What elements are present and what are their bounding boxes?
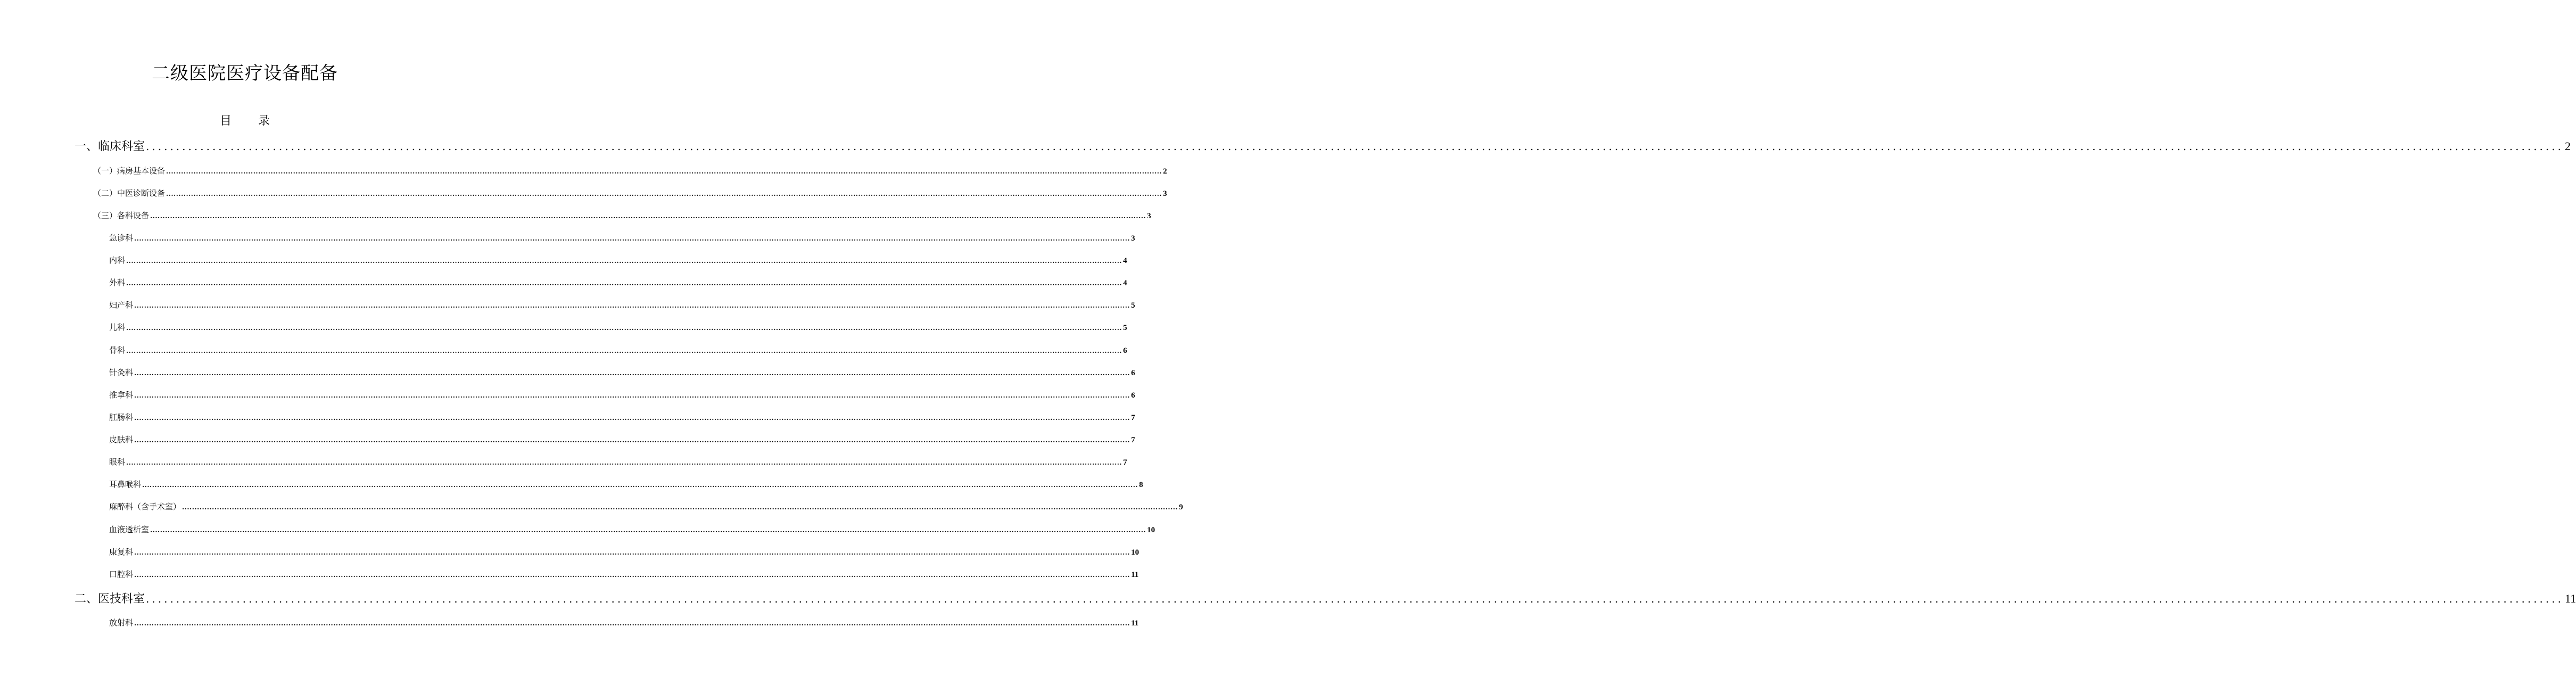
toc-entry-page: 11 [1131,571,1139,579]
toc-entry-label: 血液透析室 [109,525,150,534]
toc-entry[interactable] [75,137,2571,154]
toc-entry-label: 口腔科 [109,570,134,579]
toc-entry[interactable] [109,524,1155,535]
toc-entry-page: 4 [1123,257,1127,265]
toc-leader: ................................................................................................................................................................................................................................................................................................................................................................................................................ [166,168,1162,175]
toc-leader: ................................................................................................................................................................................................................................................................................................................................................................................................................ [126,347,1122,354]
toc-entry[interactable] [75,590,2576,606]
toc-entry-page: 6 [1131,391,1135,400]
toc-entry-label: 肛肠科 [109,412,134,422]
toc-entry-page: 3 [1147,212,1151,220]
toc-leader: ................................................................................................................................................................................................................................................................................................................................................................................................................ [166,190,1162,197]
toc-leader: ................................................................................................................................................................................................................................................................................................................................................................................................................ [146,592,2564,605]
toc-entry[interactable] [109,617,1139,628]
toc-leader: ................................................................................................................................................................................................................................................................................................................................................................................................................ [150,526,1146,534]
toc-entry-label: 急诊科 [109,233,134,243]
toc-entry-label: 麻醉科（含手术室） [109,502,181,512]
toc-entry-page: 10 [1131,548,1140,557]
toc-leader: ................................................................................................................................................................................................................................................................................................................................................................................................................ [150,212,1146,220]
toc-entry[interactable] [93,187,1167,199]
toc-entry-label: 内科 [109,255,126,265]
toc-leader: ................................................................................................................................................................................................................................................................................................................................................................................................................ [182,504,1178,511]
toc-entry-page: 9 [1179,503,1183,512]
toc-entry-page: 5 [1131,301,1135,310]
toc-heading [0,112,490,128]
toc-leader: ................................................................................................................................................................................................................................................................................................................................................................................................................ [126,459,1122,466]
toc-entry-label: （二）中医诊断设备 [93,188,166,198]
toc-entry-label: 骨科 [109,345,126,355]
toc-entry[interactable] [109,434,1135,445]
toc-entry[interactable] [109,389,1135,400]
toc-entry-label: （一）病房基本设备 [93,166,166,176]
toc-entry-page: 6 [1131,369,1135,377]
toc-entry-label: 妇产科 [109,300,134,310]
toc-leader: ................................................................................................................................................................................................................................................................................................................................................................................................................ [126,279,1122,287]
toc-entry-page: 7 [1131,436,1135,444]
toc-leader: ................................................................................................................................................................................................................................................................................................................................................................................................................ [134,392,1130,399]
toc-entry-page: 10 [1147,526,1155,534]
toc-entry-page: 7 [1123,458,1127,467]
toc-leader: ................................................................................................................................................................................................................................................................................................................................................................................................................ [146,140,2564,153]
toc-entry-page: 5 [1123,324,1127,332]
toc-entry[interactable] [109,568,1139,580]
toc-leader: ................................................................................................................................................................................................................................................................................................................................................................................................................ [134,235,1130,242]
toc-entry[interactable] [109,344,1127,356]
toc-entry-page: 11 [1131,619,1139,628]
toc-entry[interactable] [109,254,1127,266]
toc-entry-label: （三）各科设备 [93,211,150,220]
toc-entry[interactable] [109,299,1135,310]
toc-entry-page: 11 [2564,592,2576,605]
toc-leader: ................................................................................................................................................................................................................................................................................................................................................................................................................ [142,481,1138,489]
toc-entry-page: 3 [1131,234,1135,243]
toc-entry-label: 儿科 [109,323,126,332]
toc-entry-label: 眼科 [109,457,126,467]
toc-leader: ................................................................................................................................................................................................................................................................................................................................................................................................................ [134,620,1130,627]
toc-entry[interactable] [109,478,1143,490]
toc-heading-right: 录 [258,114,270,128]
toc-entry-label: 外科 [109,278,126,287]
toc-entry-page: 2 [2564,139,2571,153]
toc-entry[interactable] [109,321,1127,333]
toc-heading-left: 目 [219,114,232,128]
toc-entry-label: 耳鼻喉科 [109,480,142,489]
toc-leader: ................................................................................................................................................................................................................................................................................................................................................................................................................ [134,549,1130,556]
page-title: 二级医院医疗设备配备 [152,63,338,84]
toc-entry[interactable] [93,210,1151,221]
toc-entry[interactable] [109,277,1127,288]
toc-entry-page: 3 [1163,189,1167,198]
toc-entry[interactable] [109,411,1135,423]
toc-entry-label: 康复科 [109,547,134,557]
toc-leader: ................................................................................................................................................................................................................................................................................................................................................................................................................ [134,436,1130,444]
toc-leader: ................................................................................................................................................................................................................................................................................................................................................................................................................ [134,369,1130,377]
toc-entry-page: 8 [1139,481,1143,489]
toc-entry-page: 6 [1123,346,1127,355]
toc-leader: ................................................................................................................................................................................................................................................................................................................................................................................................................ [134,414,1130,422]
toc-entry-label: 二、医技科室 [75,592,145,606]
toc-entry-page: 2 [1163,167,1167,176]
toc-leader: ................................................................................................................................................................................................................................................................................................................................................................................................................ [126,257,1122,265]
toc-entry-label: 一、临床科室 [75,140,145,153]
toc-leader: ................................................................................................................................................................................................................................................................................................................................................................................................................ [134,302,1130,309]
toc-leader: ................................................................................................................................................................................................................................................................................................................................................................................................................ [126,324,1122,332]
toc-entry-label: 针灸科 [109,368,134,377]
toc-entry[interactable] [109,367,1135,378]
toc-entry-label: 推拿科 [109,390,134,400]
toc-entry-label: 皮肤科 [109,435,134,444]
toc-entry[interactable] [109,232,1135,243]
toc-entry-page: 7 [1131,414,1135,422]
toc-entry[interactable] [109,456,1127,467]
toc-entry[interactable] [109,501,1183,512]
toc-entry[interactable] [93,165,1167,176]
toc-entry[interactable] [109,546,1140,557]
toc-entry-page: 4 [1123,279,1127,287]
toc-entry-label: 放射科 [109,618,134,628]
toc-leader: ................................................................................................................................................................................................................................................................................................................................................................................................................ [134,571,1130,579]
